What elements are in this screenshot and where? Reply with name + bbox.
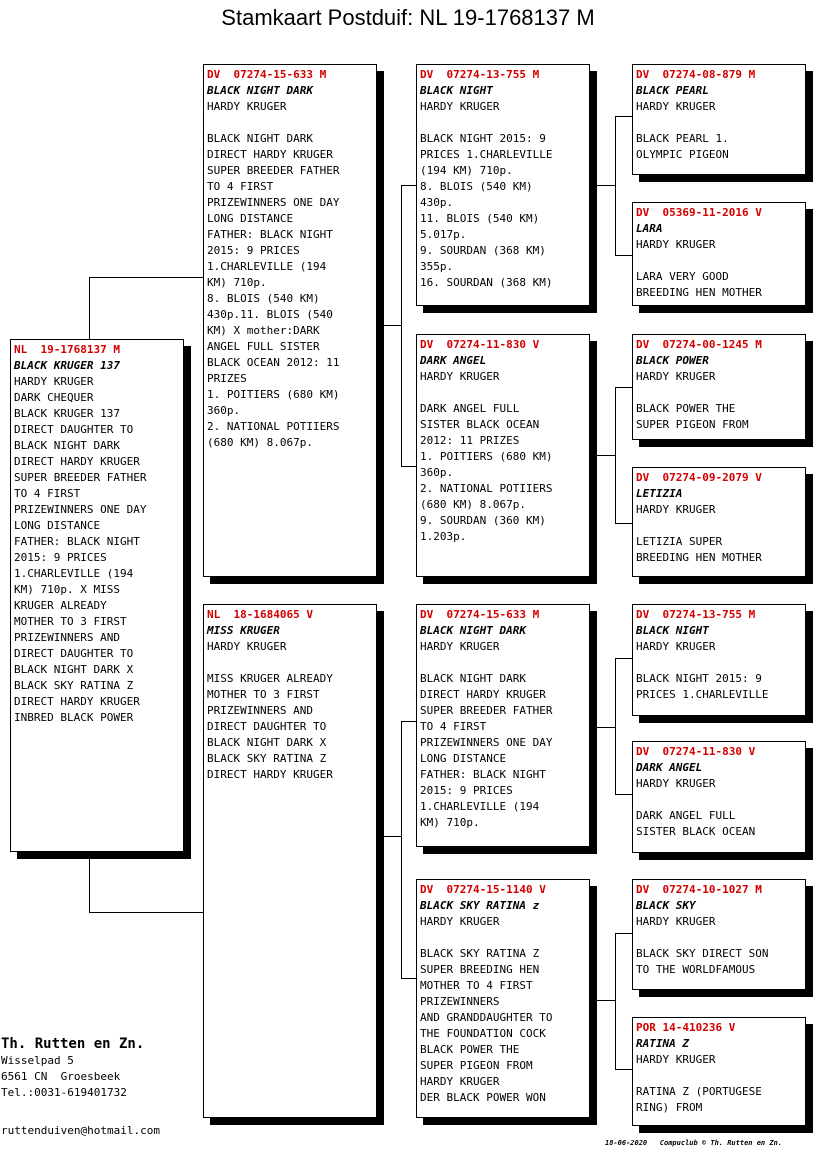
connector-line xyxy=(615,116,632,117)
description: DARK ANGEL FULL SISTER BLACK OCEAN 2012: 11 PRIZES 1. POITIERS (680 KM) 360p. 2. NATIONAL POTIIERS (680 KM) 8.067p. 9. SOURDAN (360 KM) 1.203p. xyxy=(420,402,553,543)
pigeon-card-mff[interactable] xyxy=(632,604,806,716)
page-title: Stamkaart Postduif: NL 19-1768137 M xyxy=(221,5,595,30)
pigeon-name: BLACK SKY xyxy=(636,899,696,912)
ring-number: DV 07274-00-1245 M xyxy=(636,338,762,351)
pigeon-card-fm[interactable] xyxy=(416,334,590,577)
description: RATINA Z (PORTUGESE RING) FROM xyxy=(636,1085,762,1114)
ring-number: DV 07274-15-633 M xyxy=(207,68,327,81)
breeder: HARDY KRUGER xyxy=(636,503,716,516)
owner-street: Wisselpad 5 xyxy=(1,1054,74,1067)
breeder: HARDY KRUGER xyxy=(636,640,716,653)
connector-line xyxy=(615,933,616,1070)
footer-credit: 18-06-2020 Compuclub © Th. Rutten en Zn. xyxy=(605,1139,783,1147)
breeder: HARDY KRUGER xyxy=(636,100,716,113)
connector-line xyxy=(384,836,402,837)
description: BLACK POWER THE SUPER PIGEON FROM xyxy=(636,402,749,431)
pigeon-name: BLACK NIGHT xyxy=(636,624,709,637)
breeder: HARDY KRUGER xyxy=(636,370,716,383)
pigeon-name: BLACK NIGHT DARK xyxy=(207,84,313,97)
connector-line xyxy=(89,852,90,912)
connector-line xyxy=(615,255,632,256)
pigeon-name: LARA xyxy=(636,222,663,235)
description: BLACK NIGHT DARK DIRECT HARDY KRUGER SUPER BREEDER FATHER TO 4 FIRST PRIZEWINNERS ONE DAY LONG DISTANCE FATHER: BLACK NIGHT 2015: 9 PRICES 1.CHARLEVILLE (194 KM) 710p. xyxy=(420,672,553,829)
pigeon-name: RATINA Z xyxy=(636,1037,689,1050)
description: BLACK NIGHT 2015: 9 PRICES 1.CHARLEVILLE (194 KM) 710p. 8. BLOIS (540 KM) 430p. 11. BLOIS (540 KM) 5.017p. 9. SOURDAN (368 KM) 355p. 16. SOURDAN (368 KM) xyxy=(420,132,553,289)
pigeon-card-mmm[interactable] xyxy=(632,1017,806,1126)
breeder: HARDY KRUGER xyxy=(207,640,287,653)
connector-line xyxy=(597,455,615,456)
pigeon-card-fmm[interactable] xyxy=(632,467,806,577)
pigeon-name: BLACK PEARL xyxy=(636,84,709,97)
connector-line xyxy=(401,721,417,722)
ring-number: DV 07274-13-755 M xyxy=(420,68,540,81)
description: BLACK NIGHT 2015: 9 PRICES 1.CHARLEVILLE xyxy=(636,672,769,701)
ring-number: DV 05369-11-2016 V xyxy=(636,206,762,219)
pigeon-name: LETIZIA xyxy=(636,487,683,500)
pigeon-card-mf[interactable] xyxy=(416,604,590,847)
ring-number: DV 07274-15-1140 V xyxy=(420,883,546,896)
pigeon-card-fff[interactable] xyxy=(632,64,806,175)
description: BLACK SKY RATINA Z SUPER BREEDING HEN MOTHER TO 4 FIRST PRIZEWINNERS AND GRANDDAUGHTER TO THE FOUNDATION COCK BLACK POWER THE SUPER PIGEON FROM HARDY KRUGER DER BLACK POWER WON xyxy=(420,947,553,1104)
ring-number: POR 14-410236 V xyxy=(636,1021,736,1034)
connector-line xyxy=(615,794,632,795)
owner-city: 6561 CN Groesbeek xyxy=(1,1070,121,1083)
pigeon-card-ff[interactable] xyxy=(416,64,590,306)
pigeon-name: BLACK NIGHT xyxy=(420,84,493,97)
breeder: HARDY KRUGER xyxy=(420,100,500,113)
pigeon-card-mother[interactable] xyxy=(203,604,377,1118)
ring-number: DV 07274-08-879 M xyxy=(636,68,756,81)
breeder: HARDY KRUGER xyxy=(420,640,500,653)
breeder: HARDY KRUGER xyxy=(636,1053,716,1066)
connector-line xyxy=(384,325,402,326)
ring-number: NL 18-1684065 V xyxy=(207,608,313,621)
description: LARA VERY GOOD BREEDING HEN MOTHER xyxy=(636,270,762,299)
connector-line xyxy=(615,116,616,256)
ring-number: DV 07274-10-1027 M xyxy=(636,883,762,896)
pigeon-name: BLACK NIGHT DARK xyxy=(420,624,526,637)
connector-line xyxy=(615,658,616,795)
pigeon-name: BLACK KRUGER 137 xyxy=(14,359,120,372)
connector-line xyxy=(615,387,616,524)
pigeon-card-fmf[interactable] xyxy=(632,334,806,440)
connector-line xyxy=(615,933,632,934)
owner-phone: Tel.:0031-619401732 xyxy=(1,1086,127,1099)
breeder: HARDY KRUGER xyxy=(420,915,500,928)
breeder: HARDY KRUGER xyxy=(636,777,716,790)
owner-info xyxy=(1,1035,144,1101)
owner-name: Th. Rutten en Zn. xyxy=(1,1036,145,1052)
ring-number: DV 07274-09-2079 V xyxy=(636,471,762,484)
ring-number: DV 07274-13-755 M xyxy=(636,608,756,621)
pigeon-name: MISS KRUGER xyxy=(207,624,280,637)
ring-number: DV 07274-11-830 V xyxy=(420,338,540,351)
description: BLACK SKY DIRECT SON TO THE WORLDFAMOUS xyxy=(636,947,769,976)
connector-line xyxy=(615,1069,632,1070)
connector-line xyxy=(615,658,632,659)
connector-line xyxy=(615,387,632,388)
pigeon-card-mm[interactable] xyxy=(416,879,590,1118)
connector-line xyxy=(597,1000,615,1001)
pigeon-name: DARK ANGEL xyxy=(636,761,703,774)
breeder: HARDY KRUGER xyxy=(14,375,94,388)
ring-number: DV 07274-11-830 V xyxy=(636,745,756,758)
owner-email[interactable]: rutten​duiven@hotmail.com xyxy=(1,1124,160,1137)
description: DARK CHEQUER BLACK KRUGER 137 DIRECT DAUGHTER TO BLACK NIGHT DARK DIRECT HARDY KRUGER SUPER BREEDER FATHER TO 4 FIRST PRIZEWINNERS ONE DAY LONG DISTANCE FATHER: BLACK NIGHT 2015: 9 PRICES 1.CHARLEVILLE (194 KM) 710p. X MISS KRUGER ALREADY MOTHER TO 3 FIRST PRIZEWINNERS AND DIRECT DAUGHTER TO BLACK NIGHT DARK X BLACK SKY RATINA Z DIRECT HARDY KRUGER INBRED BLACK POWER xyxy=(14,391,147,724)
connector-line xyxy=(89,277,204,278)
description: BLACK PEARL 1. OLYMPIC PIGEON xyxy=(636,132,729,161)
breeder: HARDY KRUGER xyxy=(636,915,716,928)
pigeon-name: BLACK SKY RATINA z xyxy=(420,899,540,912)
connector-line xyxy=(597,185,615,186)
connector-line xyxy=(401,185,402,467)
connector-line xyxy=(597,727,615,728)
ring-number: DV 07274-15-633 M xyxy=(420,608,540,621)
pigeon-card-mfm[interactable] xyxy=(632,741,806,853)
description: BLACK NIGHT DARK DIRECT HARDY KRUGER SUPER BREEDER FATHER TO 4 FIRST PRIZEWINNERS ONE DAY LONG DISTANCE FATHER: BLACK NIGHT 2015: 9 PRICES 1.CHARLEVILLE (194 KM) 710p. 8. BLOIS (540 KM) 430p.11. BLOIS (540 KM) X mother:DARK ANGEL FULL SISTER BLACK OCEAN 2012: 11 PRIZES 1. POITIERS (680 KM) 360p. 2. NATIONAL POTIIERS (680 KM) 8.067p. xyxy=(207,132,340,449)
connector-line xyxy=(401,185,417,186)
breeder: HARDY KRUGER xyxy=(636,238,716,251)
breeder: HARDY KRUGER xyxy=(420,370,500,383)
pigeon-card-subject[interactable] xyxy=(10,339,184,852)
pigeon-card-father[interactable] xyxy=(203,64,377,577)
pigeon-card-mmf[interactable] xyxy=(632,879,806,990)
pigeon-card-ffm[interactable] xyxy=(632,202,806,306)
connector-line xyxy=(401,466,417,467)
description: DARK ANGEL FULL SISTER BLACK OCEAN xyxy=(636,809,756,838)
pigeon-name: BLACK POWER xyxy=(636,354,709,367)
description: MISS KRUGER ALREADY MOTHER TO 3 FIRST PRIZEWINNERS AND DIRECT DAUGHTER TO BLACK NIGHT DARK X BLACK SKY RATINA Z DIRECT HARDY KRUGER xyxy=(207,672,333,781)
ring-number: NL 19-1768137 M xyxy=(14,343,120,356)
connector-line xyxy=(89,912,204,913)
breeder: HARDY KRUGER xyxy=(207,100,287,113)
connector-line xyxy=(615,523,632,524)
connector-line xyxy=(89,277,90,340)
connector-line xyxy=(401,978,417,979)
pigeon-name: DARK ANGEL xyxy=(420,354,487,367)
description: LETIZIA SUPER BREEDING HEN MOTHER xyxy=(636,535,762,564)
connector-line xyxy=(401,721,402,979)
